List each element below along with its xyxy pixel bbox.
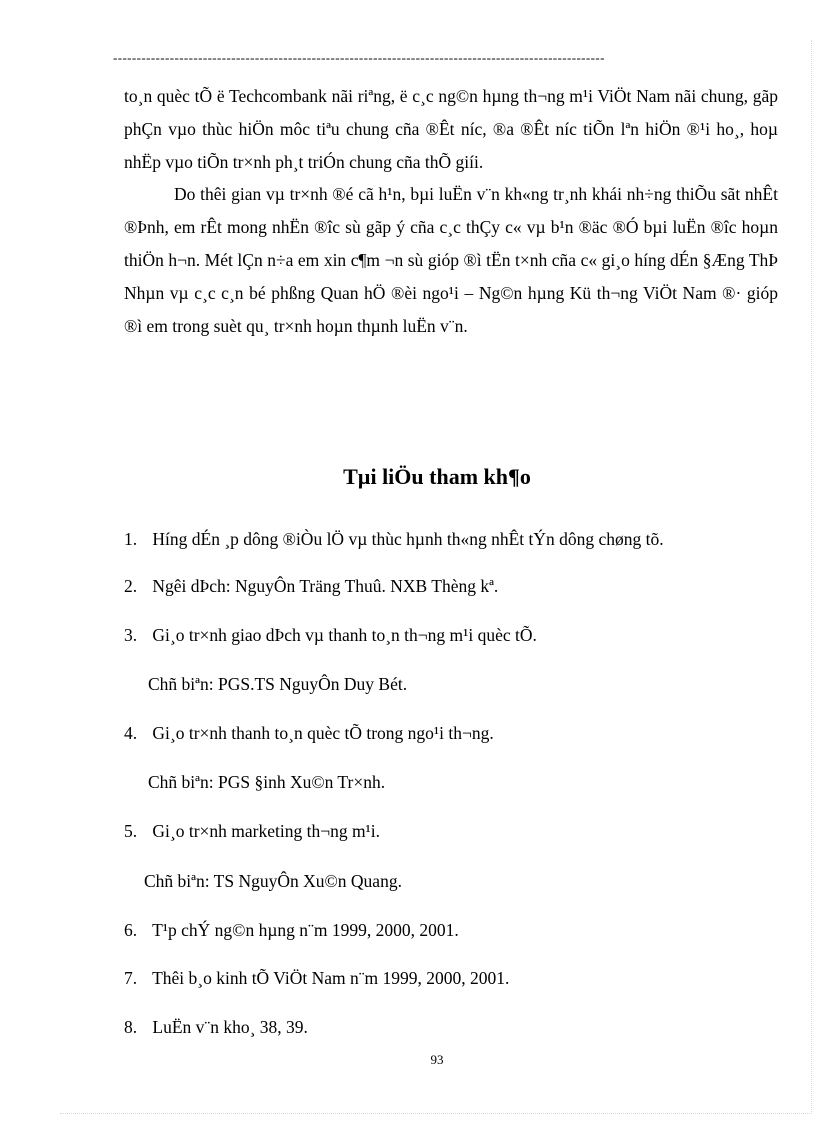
reference-number: 3.: [124, 625, 138, 645]
reference-item: [124, 573, 498, 599]
paragraph-conclusion: to¸n quèc tÕ ë Techcombank nãi riªng, ë c¸c ng©n hµng th¬ng m¹i ViÖt Nam nãi chung, gãp phÇn vµo thùc hiÖn môc tiªu chung cña ®Êt níc, ®a ®Êt níc tiÕn lªn hiÖn ®¹i ho¸, hoµ nhËp vµo tiÕn tr×nh ph¸t triÓn chung cña thÕ giíi.: [124, 86, 778, 172]
paragraph-acknowledgement: Do thêi gian vµ tr×nh ®é cã h¹n, bµi luËn v¨n kh«ng tr¸nh khái nh÷ng thiÕu sãt nhÊt ®Þnh, em rÊt mong nhËn ®îc sù gãp ý cña c¸c thÇy c« vµ b¹n ®äc ®Ó bµi luËn ®îc hoµn thiÖn h¬n. Mét lÇn n÷a em xin c¶m ¬n sù gióp ®ì tËn t×nh cña c« gi¸o híng dÉn §Æng ThÞ Nhµn vµ c¸c c¸n bé phßng Quan hÖ ®èi ngo¹i – Ng©n hµng Kü th¬ng ViÖt Nam ®· gióp ®ì em trong suèt qu¸ tr×nh hoµn thµnh luËn v¨n.: [124, 184, 778, 336]
header-rule: --------------------------------------------------------------------------------------------------------: [113, 50, 605, 65]
reference-editor: Chñ biªn: TS NguyÔn Xu©n Quang.: [144, 871, 402, 891]
reference-item: [124, 622, 537, 648]
reference-text: Gi¸o tr×nh marketing th¬ng m¹i.: [152, 821, 381, 841]
reference-text: Gi¸o tr×nh giao dÞch vµ thanh to¸n th¬ng m¹i quèc tÕ.: [152, 625, 537, 645]
reference-item: [124, 965, 509, 991]
reference-text: T¹p chÝ ng©n hµng n¨m 1999, 2000, 2001.: [152, 920, 459, 940]
reference-item: [124, 526, 664, 552]
reference-number: 4.: [124, 723, 138, 743]
reference-item: [124, 720, 494, 746]
reference-item: [124, 917, 459, 943]
reference-text: LuËn v¨n kho¸ 38, 39.: [152, 1017, 308, 1037]
references-title: Tµi liÖu tham kh¶o: [343, 464, 531, 489]
reference-number: 6.: [124, 920, 138, 940]
reference-number: 8.: [124, 1017, 138, 1037]
reference-number: 1.: [124, 529, 138, 549]
reference-text: Thêi b¸o kinh tÕ ViÖt Nam n¨m 1999, 2000, 2001.: [152, 968, 510, 988]
reference-item: [124, 818, 380, 844]
reference-number: 7.: [124, 968, 138, 988]
reference-text: Gi¸o tr×nh thanh to¸n quèc tÕ trong ngo¹i th¬ng.: [152, 723, 494, 743]
reference-number: 5.: [124, 821, 138, 841]
reference-text: Ngêi dÞch: NguyÔn Träng Thuû. NXB Thèng kª.: [152, 576, 499, 596]
reference-text: Híng dÉn ¸p dông ®iÒu lÖ vµ thùc hµnh th«ng nhÊt tÝn dông chøng tõ.: [152, 529, 664, 549]
reference-item: [124, 1014, 308, 1040]
page-number: 93: [430, 1052, 444, 1067]
reference-editor: Chñ biªn: PGS §inh Xu©n Tr×nh.: [148, 772, 386, 792]
reference-editor: Chñ biªn: PGS.TS NguyÔn Duy Bét.: [148, 674, 408, 694]
reference-number: 2.: [124, 576, 138, 596]
